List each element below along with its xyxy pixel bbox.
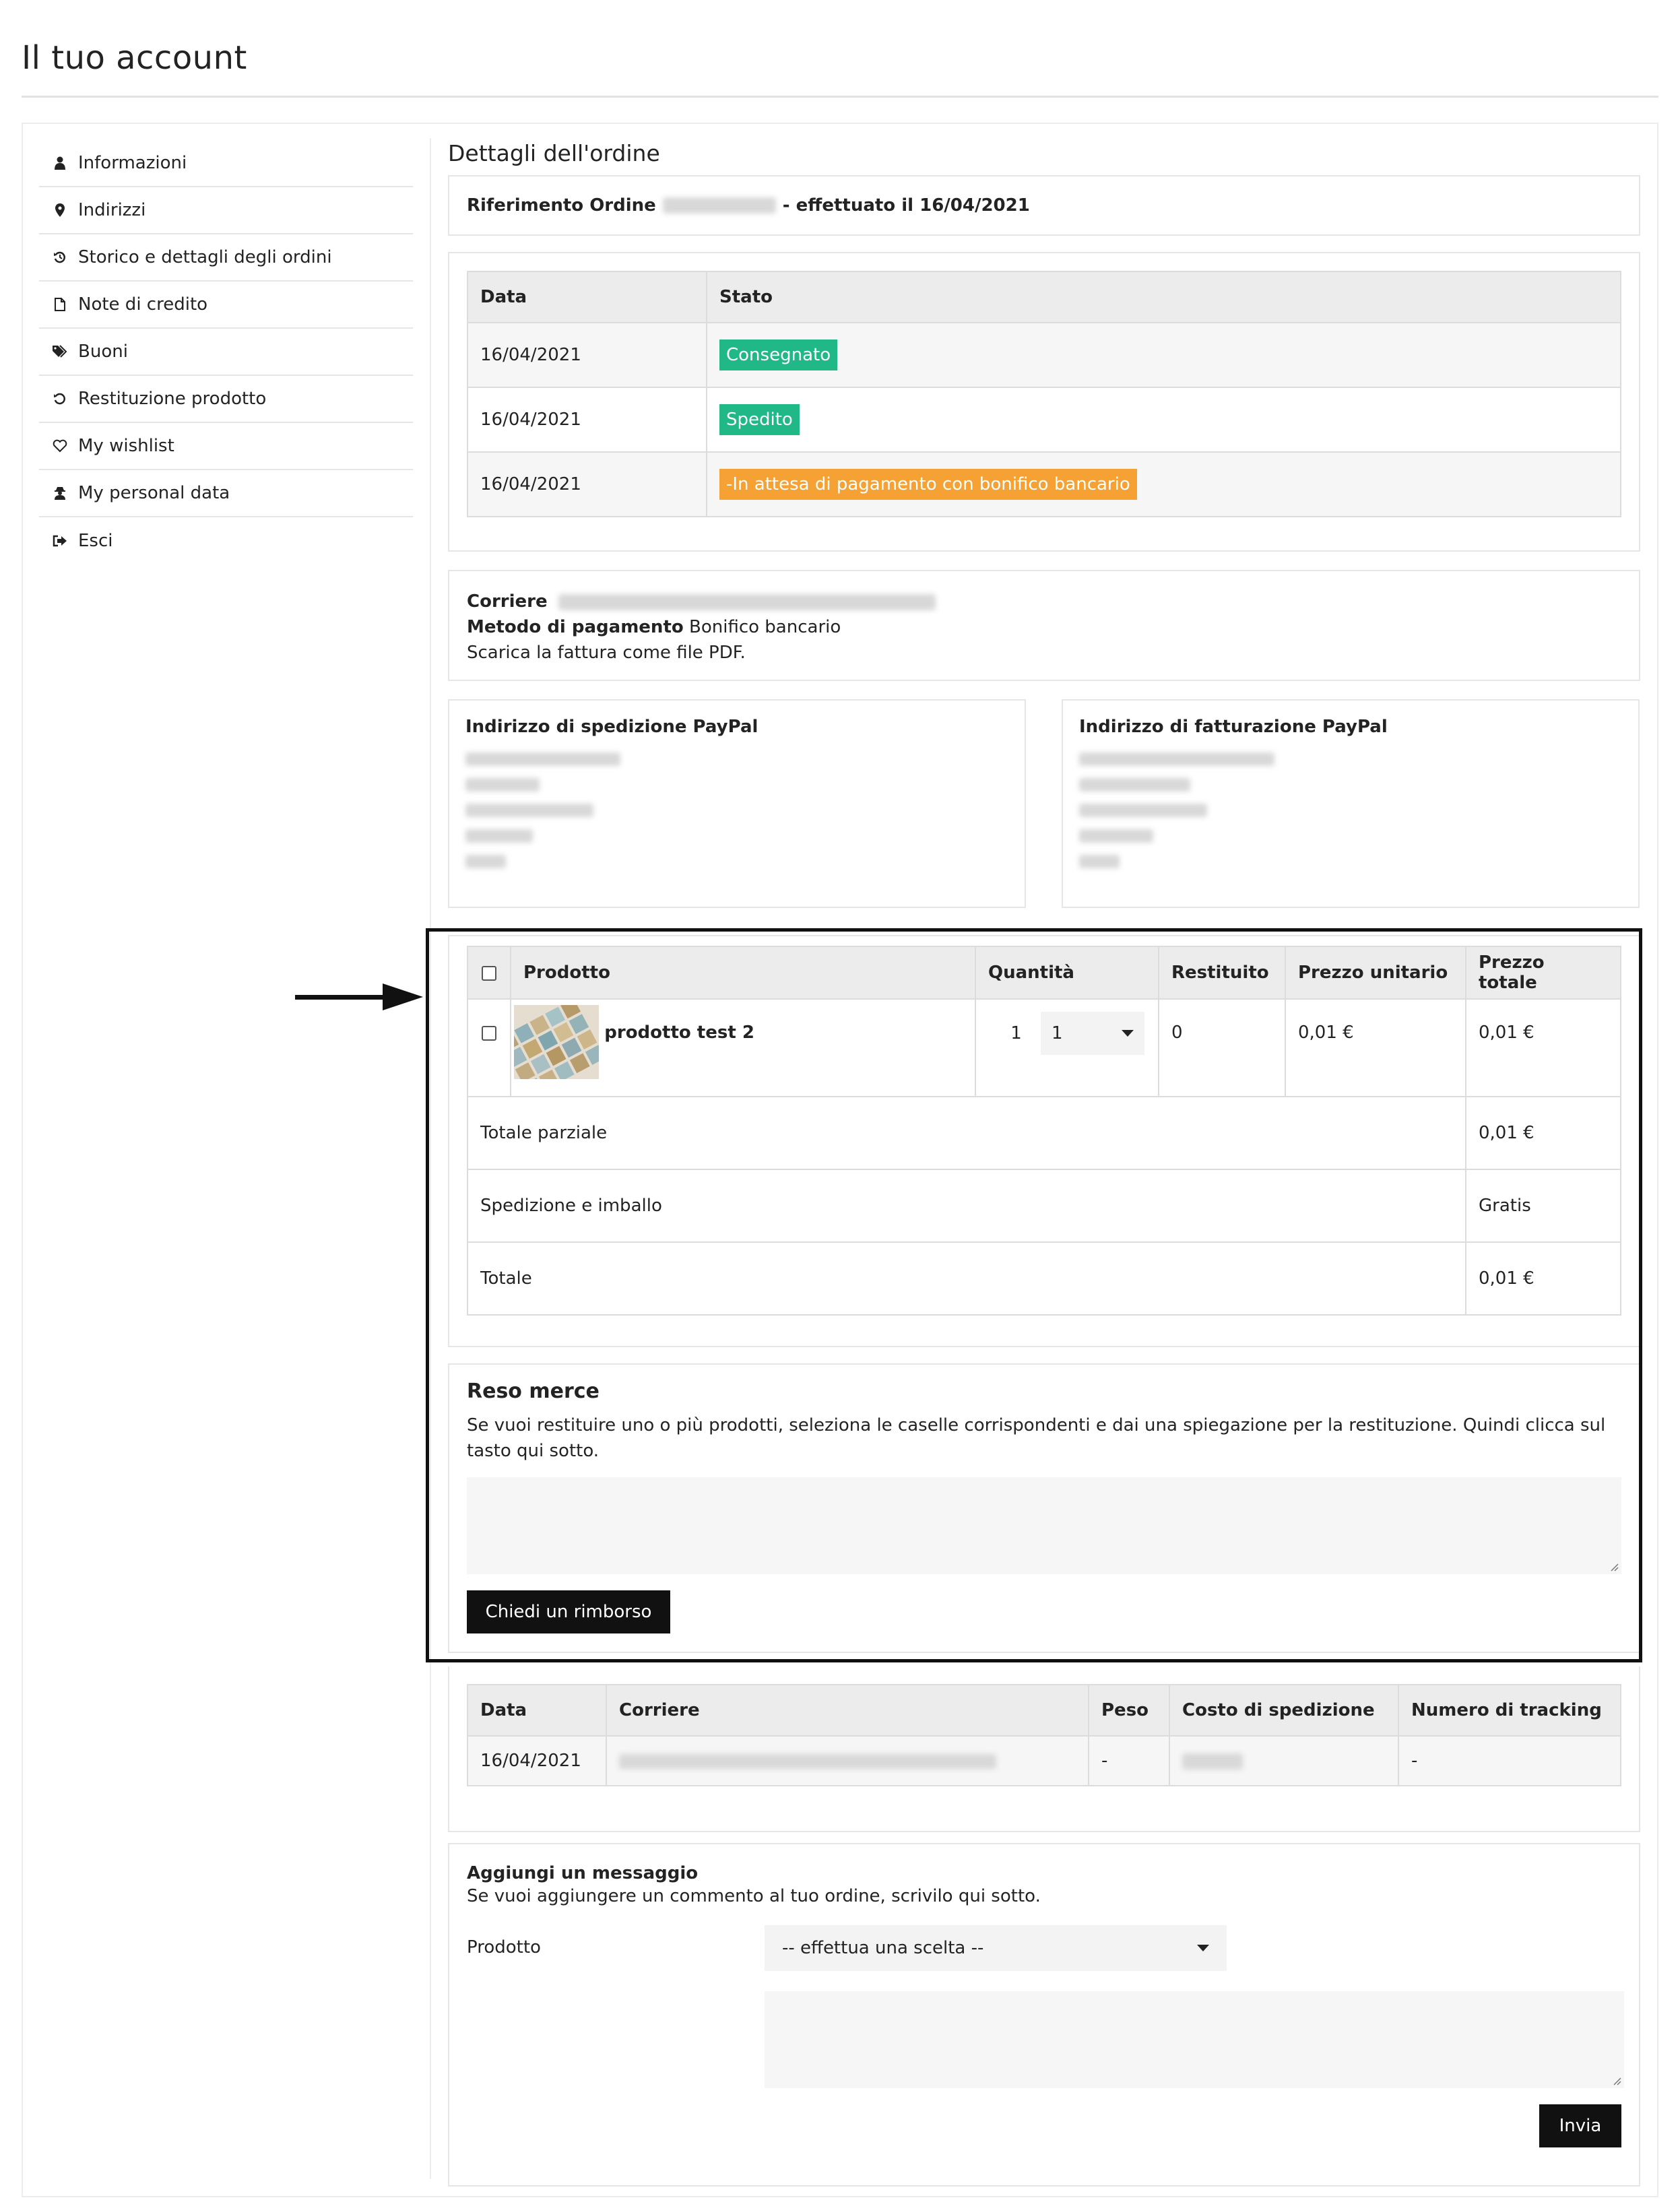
column-header-date: Data	[467, 271, 707, 323]
shipping-address-title: Indirizzo di spedizione PayPal	[465, 717, 758, 737]
carrier-name-redacted	[558, 594, 936, 610]
annotation-arrow-icon	[295, 983, 423, 1010]
status-badge: Consegnato	[719, 339, 837, 370]
add-message-section	[448, 1843, 1640, 2187]
payment-value: Bonifico bancario	[689, 617, 841, 637]
total-price-cell: 0,01 €	[1466, 999, 1621, 1097]
column-header-date: Data	[467, 1685, 606, 1736]
title-divider	[22, 96, 1658, 98]
total-value: 0,01 €	[1466, 1242, 1621, 1315]
tags-icon	[51, 345, 69, 358]
returned-cell: 0	[1159, 999, 1285, 1097]
status-table	[467, 271, 1621, 517]
order-date-text: - effettuato il 16/04/2021	[782, 195, 1030, 216]
payment-line	[467, 614, 1621, 640]
account-sidebar	[39, 140, 413, 564]
user-icon	[51, 156, 69, 170]
sidebar-item-informazioni[interactable]	[39, 140, 413, 187]
message-title: Aggiungi un messaggio	[467, 1863, 699, 1883]
sidebar-item-label: Note di credito	[78, 294, 208, 315]
address-line-redacted	[465, 778, 540, 791]
message-product-select-value: -- effettua una scelta --	[782, 1938, 984, 1958]
sidebar-item-label: My wishlist	[78, 436, 174, 456]
column-header-total-price: Prezzo totale	[1466, 946, 1621, 999]
order-reference-label: Riferimento Ordine	[467, 195, 656, 216]
status-cell	[707, 452, 1621, 517]
request-refund-button[interactable]: Chiedi un rimborso	[467, 1590, 670, 1633]
carrier-line	[467, 589, 1621, 614]
ordered-quantity: 1	[1010, 1023, 1022, 1043]
order-reference-redacted	[663, 197, 776, 214]
column-header-quantity: Quantità	[975, 946, 1159, 999]
user-secret-icon	[51, 486, 69, 500]
return-quantity-value: 1	[1052, 1023, 1063, 1043]
carrier-label: Corriere	[467, 591, 548, 612]
table-row	[467, 1736, 1621, 1786]
status-badge: -In attesa di pagamento con bonifico bancario	[719, 469, 1137, 500]
shipment-carrier	[606, 1736, 1089, 1786]
chevron-down-icon	[1197, 1945, 1209, 1951]
return-title: Reso merce	[467, 1380, 600, 1403]
shipping-table	[467, 1684, 1621, 1786]
carrier-name-redacted	[619, 1754, 996, 1769]
order-status-history	[448, 252, 1640, 552]
sidebar-item-esci[interactable]	[39, 517, 413, 564]
message-textarea[interactable]	[765, 1991, 1624, 2088]
shipping-cost-redacted	[1182, 1753, 1243, 1770]
column-header-shipping-cost: Costo di spedizione	[1169, 1685, 1398, 1736]
table-row	[467, 452, 1621, 517]
address-line-redacted	[465, 855, 506, 868]
billing-address-title: Indirizzo di fatturazione PayPal	[1079, 717, 1388, 737]
shipment-date: 16/04/2021	[467, 1736, 606, 1786]
shipment-cost	[1169, 1736, 1398, 1786]
subtotal-value: 0,01 €	[1466, 1097, 1621, 1169]
payment-label: Metodo di pagamento	[467, 617, 684, 637]
column-header-weight: Peso	[1089, 1685, 1169, 1736]
history-icon	[51, 251, 69, 264]
total-label: Totale	[467, 1242, 1466, 1315]
sidebar-item-label: Esci	[78, 531, 113, 551]
sidebar-item-storico-ordini[interactable]	[39, 234, 413, 282]
status-badge: Spedito	[719, 404, 800, 435]
column-header-tracking: Numero di tracking	[1398, 1685, 1621, 1736]
table-row	[467, 323, 1621, 387]
sidebar-item-note-credito[interactable]	[39, 282, 413, 329]
order-reference	[448, 175, 1640, 236]
carrier-payment-info	[448, 570, 1640, 681]
column-header-product: Prodotto	[511, 946, 975, 999]
product-name[interactable]: prodotto test 2	[604, 1023, 754, 1043]
address-line-redacted	[465, 804, 593, 817]
resize-handle-icon[interactable]	[1612, 2076, 1621, 2085]
shipping-cost-value: Gratis	[1466, 1169, 1621, 1242]
sidebar-item-label: Storico e dettagli degli ordini	[78, 247, 332, 267]
shipment-weight: -	[1089, 1736, 1169, 1786]
send-message-button[interactable]: Invia	[1539, 2104, 1621, 2147]
column-header-unit-price: Prezzo unitario	[1285, 946, 1466, 999]
column-header-returned: Restituito	[1159, 946, 1285, 999]
invoice-download-link[interactable]: Scarica la fattura come file PDF.	[467, 643, 746, 663]
address-line-redacted	[1079, 752, 1274, 766]
shipping-info	[448, 1666, 1640, 1832]
sign-out-icon	[51, 535, 69, 547]
shipping-address	[448, 699, 1026, 908]
subtotal-label: Totale parziale	[467, 1097, 1466, 1169]
document-icon	[51, 298, 69, 311]
column-header-carrier: Corriere	[606, 1685, 1089, 1736]
sidebar-item-indirizzi[interactable]	[39, 187, 413, 234]
sidebar-item-restituzione[interactable]	[39, 376, 413, 423]
message-product-label: Prodotto	[467, 1937, 541, 1957]
address-line-redacted	[1079, 829, 1153, 843]
sidebar-item-wishlist[interactable]	[39, 423, 413, 470]
sidebar-item-personal-data[interactable]	[39, 470, 413, 517]
sidebar-item-label: Indirizzi	[78, 200, 146, 220]
shipment-tracking: -	[1398, 1736, 1621, 1786]
page-title: Il tuo account	[22, 39, 247, 77]
status-cell	[707, 323, 1621, 387]
message-product-select[interactable]	[765, 1925, 1227, 1971]
status-cell	[707, 387, 1621, 452]
return-instructions: Se vuoi restituire uno o più prodotti, seleziona le caselle corrispondenti e dai una spiegazione per la restituzione. Quindi clicca sul tasto qui sotto.	[467, 1415, 1606, 1461]
sidebar-item-label: Buoni	[78, 342, 128, 362]
status-date: 16/04/2021	[467, 323, 707, 387]
address-line-redacted	[1079, 855, 1120, 868]
address-line-redacted	[1079, 804, 1207, 817]
status-date: 16/04/2021	[467, 452, 707, 517]
sidebar-item-label: Restituzione prodotto	[78, 389, 267, 409]
status-date: 16/04/2021	[467, 387, 707, 452]
sidebar-item-label: My personal data	[78, 483, 230, 503]
billing-address	[1062, 699, 1640, 908]
order-details-heading: Dettagli dell'ordine	[448, 140, 660, 166]
unit-price-cell: 0,01 €	[1285, 999, 1466, 1097]
heart-icon	[51, 439, 69, 453]
map-pin-icon	[51, 203, 69, 217]
column-header-status: Stato	[707, 271, 1621, 323]
sidebar-item-label: Informazioni	[78, 153, 187, 173]
return-icon	[51, 392, 69, 406]
address-line-redacted	[1079, 778, 1190, 791]
address-line-redacted	[465, 829, 533, 843]
table-row	[467, 387, 1621, 452]
sidebar-item-buoni[interactable]	[39, 329, 413, 376]
message-instructions: Se vuoi aggiungere un commento al tuo ordine, scrivilo qui sotto.	[467, 1886, 1041, 1906]
highlight-frame	[426, 928, 1642, 1662]
address-line-redacted	[465, 752, 620, 766]
shipping-cost-label: Spedizione e imballo	[467, 1169, 1466, 1242]
